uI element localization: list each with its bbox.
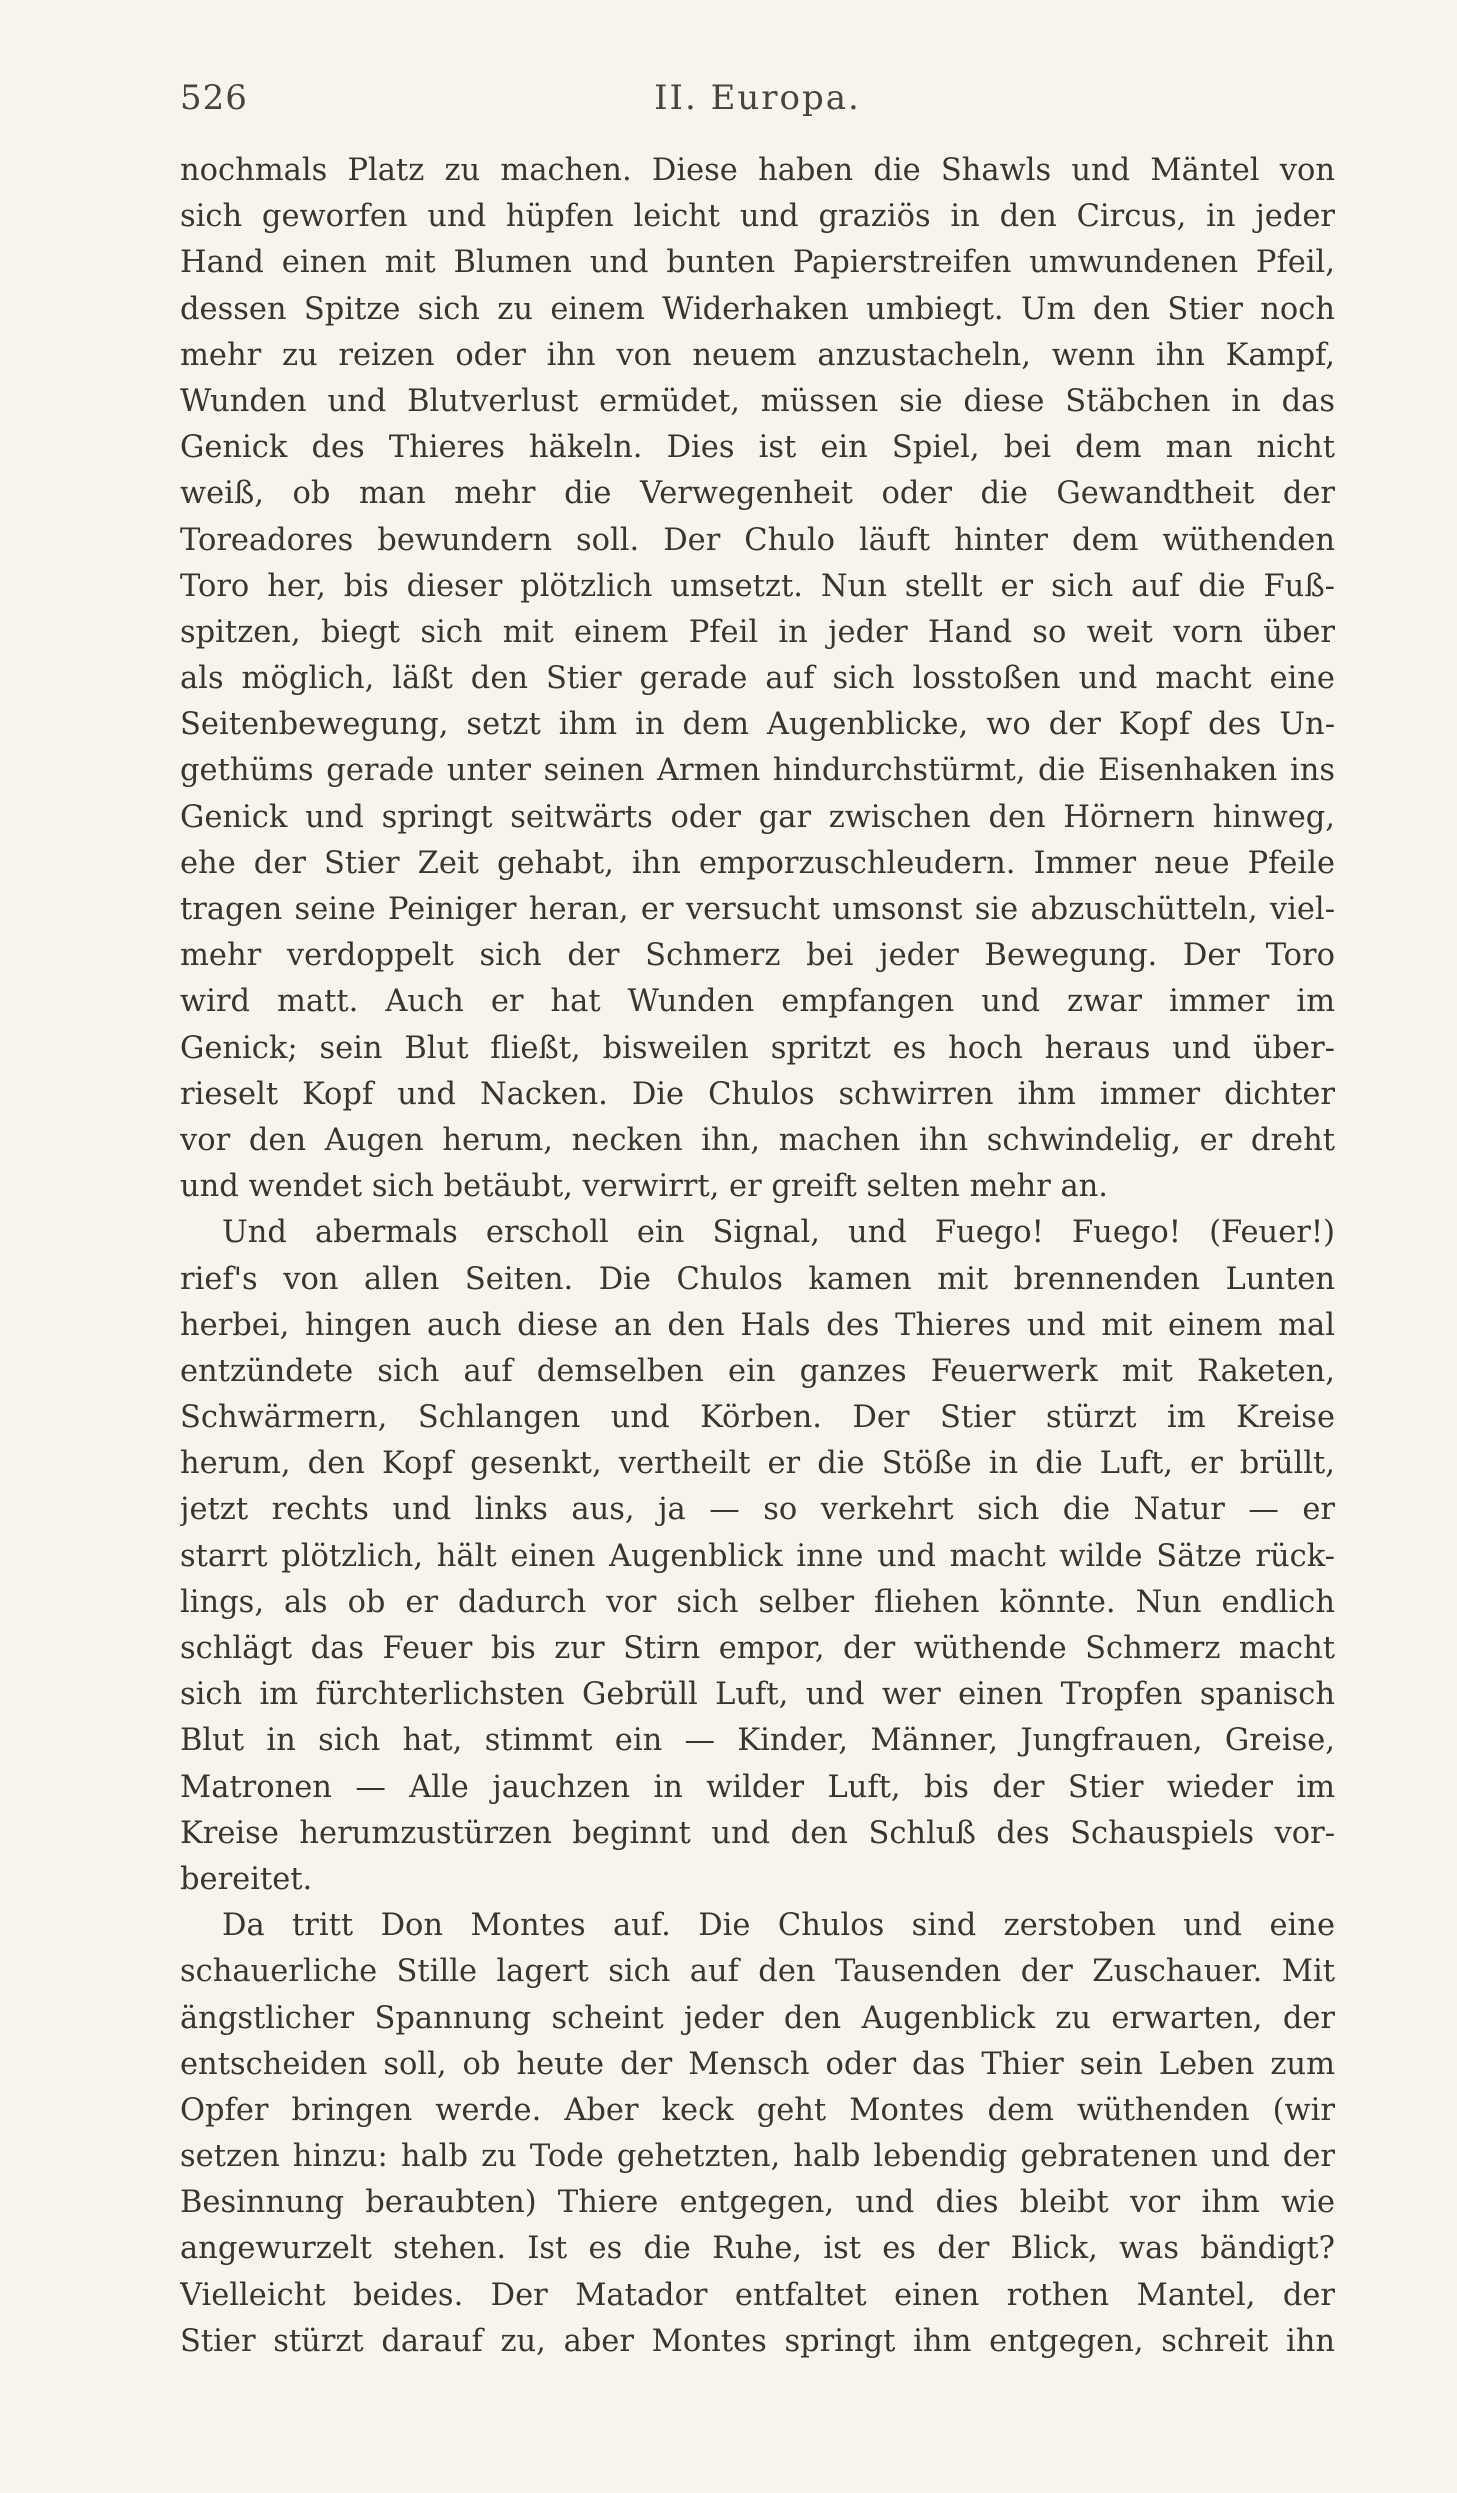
text-line: weiß, ob man mehr die Verwegenheit oder die Gewandtheit der xyxy=(180,476,1335,512)
text-line: Opfer bringen werde. Aber keck geht Montes dem wüthenden (wir xyxy=(180,2092,1335,2128)
text-line: entzündete sich auf demselben ein ganzes Feuerwerk mit Raketen, xyxy=(180,1353,1335,1389)
text-line: tragen seine Peiniger heran, er versucht umsonst sie abzuschütteln, viel- xyxy=(180,892,1335,927)
text-line: sich geworfen und hüpfen leicht und graziös in den Circus, in jeder xyxy=(180,199,1335,235)
text-line: Vielleicht beides. Der Matador entfaltet einen rothen Mantel, der xyxy=(180,2277,1335,2313)
text-line: und wendet sich betäubt, verwirrt, er greift selten mehr an. xyxy=(180,1169,1109,1205)
text-line: rieselt Kopf und Nacken. Die Chulos schwirren ihm immer dichter xyxy=(180,1076,1335,1112)
running-head: II. Europa. xyxy=(654,78,861,118)
text-line: als möglich, läßt den Stier gerade auf sich losstoßen und macht eine xyxy=(180,661,1335,697)
text-line: Wunden und Blutverlust ermüdet, müssen sie diese Stäbchen in das xyxy=(180,383,1335,419)
text-line: jetzt rechts und links aus, ja — so verkehrt sich die Natur — er xyxy=(180,1492,1335,1528)
text-line: spitzen, biegt sich mit einem Pfeil in jeder Hand so weit vorn über xyxy=(180,614,1335,650)
text-line: ängstlicher Spannung scheint jeder den Augenblick zu erwarten, der xyxy=(180,2000,1335,2036)
text-line: angewurzelt stehen. Ist es die Ruhe, ist es der Blick, was bändigt? xyxy=(180,2231,1335,2267)
text-line: vor den Augen herum, necken ihn, machen ihn schwindelig, er dreht xyxy=(180,1122,1335,1158)
text-line: Hand einen mit Blumen und bunten Papierstreifen umwundenen Pfeil, xyxy=(180,245,1335,281)
page-header xyxy=(180,78,1335,122)
text-line: Seitenbewegung, setzt ihm in dem Augenblicke, wo der Kopf des Un- xyxy=(180,707,1335,743)
text-line: Stier stürzt darauf zu, aber Montes springt ihm entgegen, schreit ihn xyxy=(180,2323,1335,2359)
text-line: ehe der Stier Zeit gehabt, ihn emporzuschleudern. Immer neue Pfeile xyxy=(180,845,1335,881)
text-line: Genick und springt seitwärts oder gar zwischen den Hörnern hinweg, xyxy=(180,799,1335,835)
text-line: lings, als ob er dadurch vor sich selber fliehen könnte. Nun endlich xyxy=(180,1584,1335,1620)
text-line: herbei, hingen auch diese an den Hals des Thieres und mit einem mal xyxy=(180,1307,1335,1343)
text-line: gethüms gerade unter seinen Armen hindurchstürmt, die Eisenhaken ins xyxy=(180,753,1335,789)
text-line: schauerliche Stille lagert sich auf den Tausenden der Zuschauer. Mit xyxy=(180,1954,1335,1990)
text-line: Besinnung beraubten) Thiere entgegen, und dies bleibt vor ihm wie xyxy=(180,2185,1335,2221)
text-line: rief's von allen Seiten. Die Chulos kamen mit brennenden Lunten xyxy=(180,1261,1335,1297)
text-line: herum, den Kopf gesenkt, vertheilt er die Stöße in die Luft, er brüllt, xyxy=(180,1446,1335,1482)
text-line: Da tritt Don Montes auf. Die Chulos sind zerstoben und eine xyxy=(222,1908,1335,1944)
page-number: 526 xyxy=(180,78,248,118)
text-line: starrt plötzlich, hält einen Augenblick inne und macht wilde Sätze rück- xyxy=(180,1538,1335,1574)
text-line: Genick; sein Blut fließt, bisweilen spritzt es hoch heraus und über- xyxy=(180,1030,1335,1066)
text-line: Und abermals erscholl ein Signal, und Fuego! Fuego! (Feuer!) xyxy=(222,1215,1335,1251)
text-line: sich im fürchterlichsten Gebrüll Luft, und wer einen Tropfen spanisch xyxy=(180,1677,1335,1713)
text-line: Kreise herumzustürzen beginnt und den Schluß des Schauspiels vor- xyxy=(180,1815,1335,1851)
text-line: Blut in sich hat, stimmt ein — Kinder, Männer, Jungfrauen, Greise, xyxy=(180,1723,1335,1759)
text-line: mehr verdoppelt sich der Schmerz bei jeder Bewegung. Der Toro xyxy=(180,938,1335,974)
text-line: wird matt. Auch er hat Wunden empfangen und zwar immer im xyxy=(180,984,1335,1020)
text-line: schlägt das Feuer bis zur Stirn empor, der wüthende Schmerz macht xyxy=(180,1631,1335,1666)
body-text xyxy=(180,148,1335,2365)
text-line: Toreadores bewundern soll. Der Chulo läuft hinter dem wüthenden xyxy=(180,522,1335,558)
text-line: entscheiden soll, ob heute der Mensch oder das Thier sein Leben zum xyxy=(180,2046,1335,2082)
text-line: dessen Spitze sich zu einem Widerhaken umbiegt. Um den Stier noch xyxy=(180,291,1335,327)
text-line: mehr zu reizen oder ihn von neuem anzustacheln, wenn ihn Kampf, xyxy=(180,337,1335,373)
text-line: Schwärmern, Schlangen und Körben. Der Stier stürzt im Kreise xyxy=(180,1400,1335,1436)
text-line: Matronen — Alle jauchzen in wilder Luft, bis der Stier wieder im xyxy=(180,1769,1335,1805)
text-line: setzen hinzu: halb zu Tode gehetzten, halb lebendig gebratenen und der xyxy=(180,2139,1335,2175)
text-line: bereitet. xyxy=(180,1861,313,1897)
text-line: Toro her, bis dieser plötzlich umsetzt. Nun stellt er sich auf die Fuß- xyxy=(180,568,1335,604)
text-line: nochmals Platz zu machen. Diese haben die Shawls und Mäntel von xyxy=(180,153,1335,188)
text-line: Genick des Thieres häkeln. Dies ist ein Spiel, bei dem man nicht xyxy=(180,430,1335,466)
